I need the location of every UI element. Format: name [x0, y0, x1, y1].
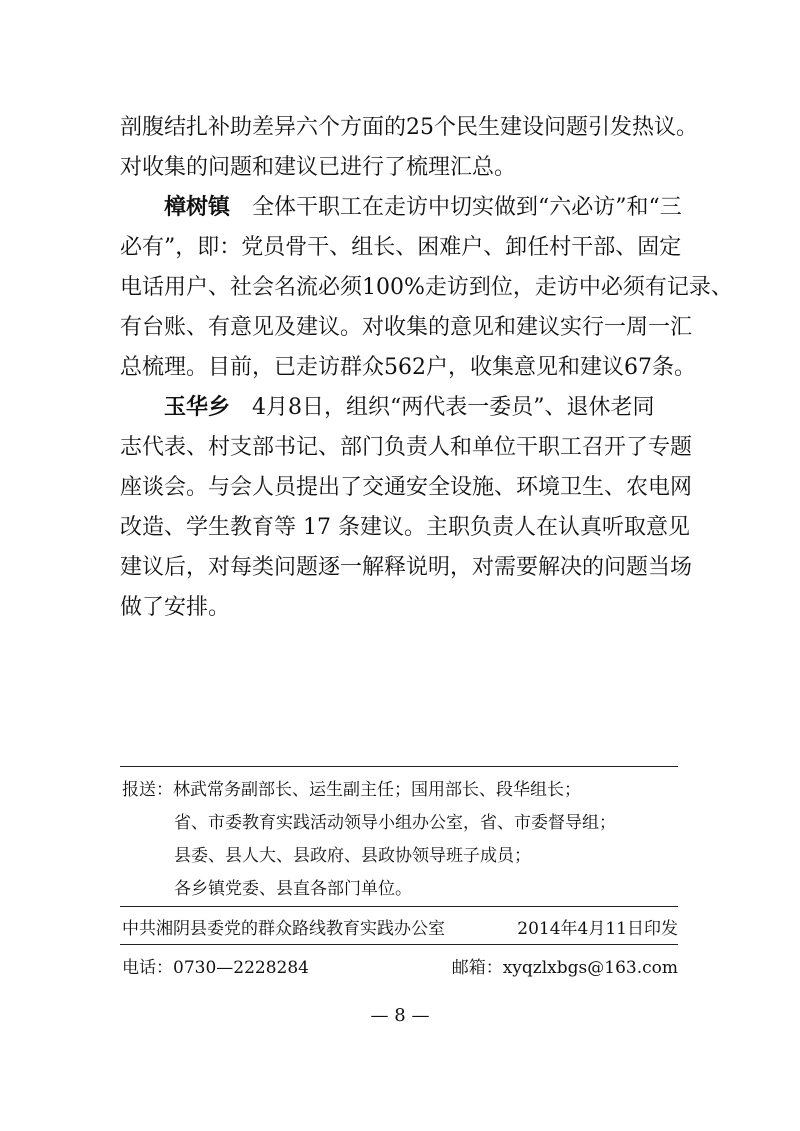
text-line: 座谈会。与会人员提出了交通安全设施、环境卫生、农电网 — [120, 475, 693, 500]
divider-middle — [120, 906, 678, 907]
distribution-line: 报送：林武常务副部长、运生副主任；国用部长、段华组长； — [122, 780, 581, 800]
text-line: 必有”，即：党员骨干、组长、困难户、卸任村干部、固定 — [120, 235, 682, 260]
text-line: 建议后，对每类问题逐一解释说明，对需要解决的问题当场 — [120, 555, 693, 580]
issue-date: 2014年4月11日印发 — [517, 919, 678, 939]
text-line: 做了安排。 — [120, 595, 231, 620]
text-line: 对收集的问题和建议已进行了梳理汇总。 — [120, 155, 517, 180]
issuer-row — [122, 914, 678, 939]
divider-bottom — [120, 944, 678, 945]
email: 邮箱：xyqzlxbgs@163.com — [451, 958, 678, 978]
text-line: 改造、学生教育等 17 条建议。主职负责人在认真听取意见 — [120, 515, 690, 540]
text-line: 玉华乡 4月8日，组织“两代表一委员”、退休老同 — [120, 388, 680, 428]
distribution-line: 省、市委教育实践活动领导小组办公室，省、市委督导组； — [174, 813, 616, 833]
contact-row — [122, 953, 678, 978]
text-line: 剖腹结扎补助差异六个方面的25个民生建设问题引发热议。 — [120, 115, 698, 140]
issuer: 中共湘阴县委党的群众路线教育实践办公室 — [122, 919, 445, 939]
section-title-zhangshu: 樟树镇 — [164, 195, 231, 220]
phone: 电话：0730—2228284 — [122, 958, 309, 978]
distribution-list — [122, 774, 678, 906]
body-text — [120, 108, 733, 628]
page-number: — 8 — — [370, 1005, 430, 1026]
text-line: 樟树镇 全体干职工在走访中切实做到“六必访”和“三 — [120, 188, 680, 228]
text-line: 有台账、有意见及建议。对收集的意见和建议实行一周一汇 — [120, 315, 693, 340]
section-title-yuhua: 玉华乡 — [164, 395, 231, 420]
distribution-line: 各乡镇党委、县直各部门单位。 — [174, 879, 412, 899]
distribution-line: 县委、县人大、县政府、县政协领导班子成员； — [174, 846, 531, 866]
text-line: 电话用户、社会名流必须100%走访到位，走访中必须有记录、 — [120, 275, 733, 300]
text-line: 总梳理。目前，已走访群众562户，收集意见和建议67条。 — [120, 355, 696, 380]
text-line: 志代表、村支部书记、部门负责人和单位干职工召开了专题 — [120, 435, 693, 460]
divider-top — [120, 766, 678, 767]
